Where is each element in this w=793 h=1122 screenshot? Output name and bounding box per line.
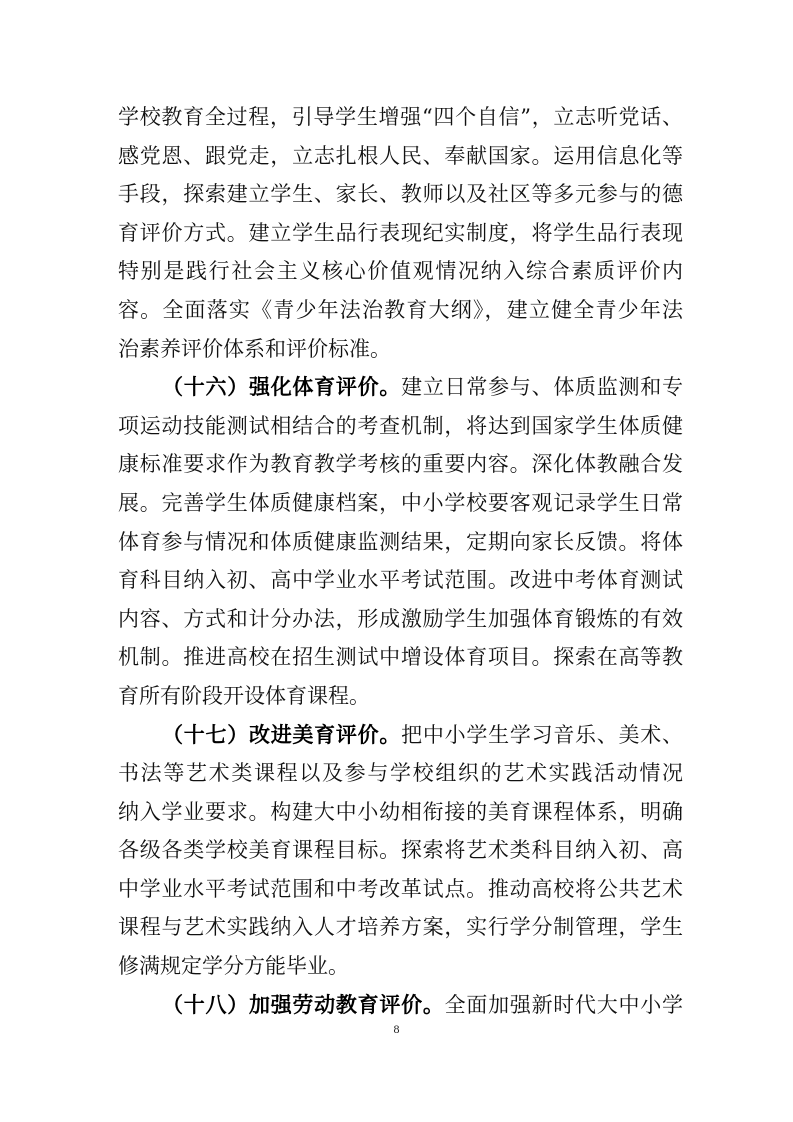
paragraph-1-line-7: 治素养评价体系和评价标准。 <box>118 336 391 361</box>
section-17-line-6: 课程与艺术实践纳入人才培养方案，实行学分制管理，学生 <box>118 915 683 940</box>
section-16-line-7: 内容、方式和计分办法，形成激励学生加强体育锻炼的有效 <box>118 606 683 631</box>
section-16-line-2: 项运动技能测试相结合的考查机制，将达到国家学生体质健 <box>118 413 683 438</box>
section-17-line-5: 中学业水平考试范围和中考改革试点。推动高校将公共艺术 <box>118 876 683 901</box>
section-17-line-2: 书法等艺术类课程以及参与学校组织的艺术实践活动情况 <box>118 761 683 786</box>
section-18-first-line-text: 全面加强新时代大中小学 <box>444 992 683 1017</box>
section-16-line-5: 体育参与情况和体质健康监测结果，定期向家长反馈。将体 <box>118 529 683 554</box>
paragraph-1-line-5: 特别是践行社会主义核心价值观情况纳入综合素质评价内 <box>118 259 683 284</box>
paragraph-1-line-3: 手段，探索建立学生、家长、教师以及社区等多元参与的德 <box>118 182 683 207</box>
section-17-line-3: 纳入学业要求。构建大中小幼相衔接的美育课程体系，明确 <box>118 799 683 824</box>
section-16-line-9: 育所有阶段开设体育课程。 <box>118 683 370 708</box>
paragraph-1-line-1: 学校教育全过程，引导学生增强“四个自信”，立志听党话、 <box>118 105 683 129</box>
section-17-line-4: 各级各类学校美育课程目标。探索将艺术类科目纳入初、高 <box>118 838 683 863</box>
section-16-first-line <box>118 368 683 407</box>
section-17-first-line-text: 把中小学生学习音乐、美术、 <box>401 722 683 747</box>
section-16-line-4: 展。完善学生体质健康档案，中小学校要客观记录学生日常 <box>118 490 683 515</box>
section-16-first-line-text: 建立日常参与、体质监测和专 <box>401 375 683 400</box>
section-18-first-line <box>118 986 683 1025</box>
paragraph-1-line-4: 育评价方式。建立学生品行表现纪实制度，将学生品行表现 <box>118 220 683 245</box>
section-17-heading: （十七）改进美育评价。 <box>162 722 402 747</box>
paragraph-1-line-6: 容。全面落实《青少年法治教育大纲》，建立健全青少年法 <box>118 297 683 322</box>
body-text <box>118 98 683 1024</box>
section-16-heading: （十六）强化体育评价。 <box>162 375 402 400</box>
section-17-line-7: 修满规定学分方能毕业。 <box>118 954 349 979</box>
paragraph-1-line-2: 感党恩、跟党走，立志扎根人民、奉献国家。运用信息化等 <box>118 143 683 168</box>
section-16-line-6: 育科目纳入初、高中学业水平考试范围。改进中考体育测试 <box>118 568 683 593</box>
section-16-line-3: 康标准要求作为教育教学考核的重要内容。深化体教融合发 <box>118 452 683 477</box>
page-number: 8 <box>393 1022 400 1036</box>
section-16-line-8: 机制。推进高校在招生测试中增设体育项目。探索在高等教 <box>118 645 683 670</box>
section-17-first-line <box>118 716 683 755</box>
section-18-heading: （十八）加强劳动教育评价。 <box>162 992 445 1017</box>
